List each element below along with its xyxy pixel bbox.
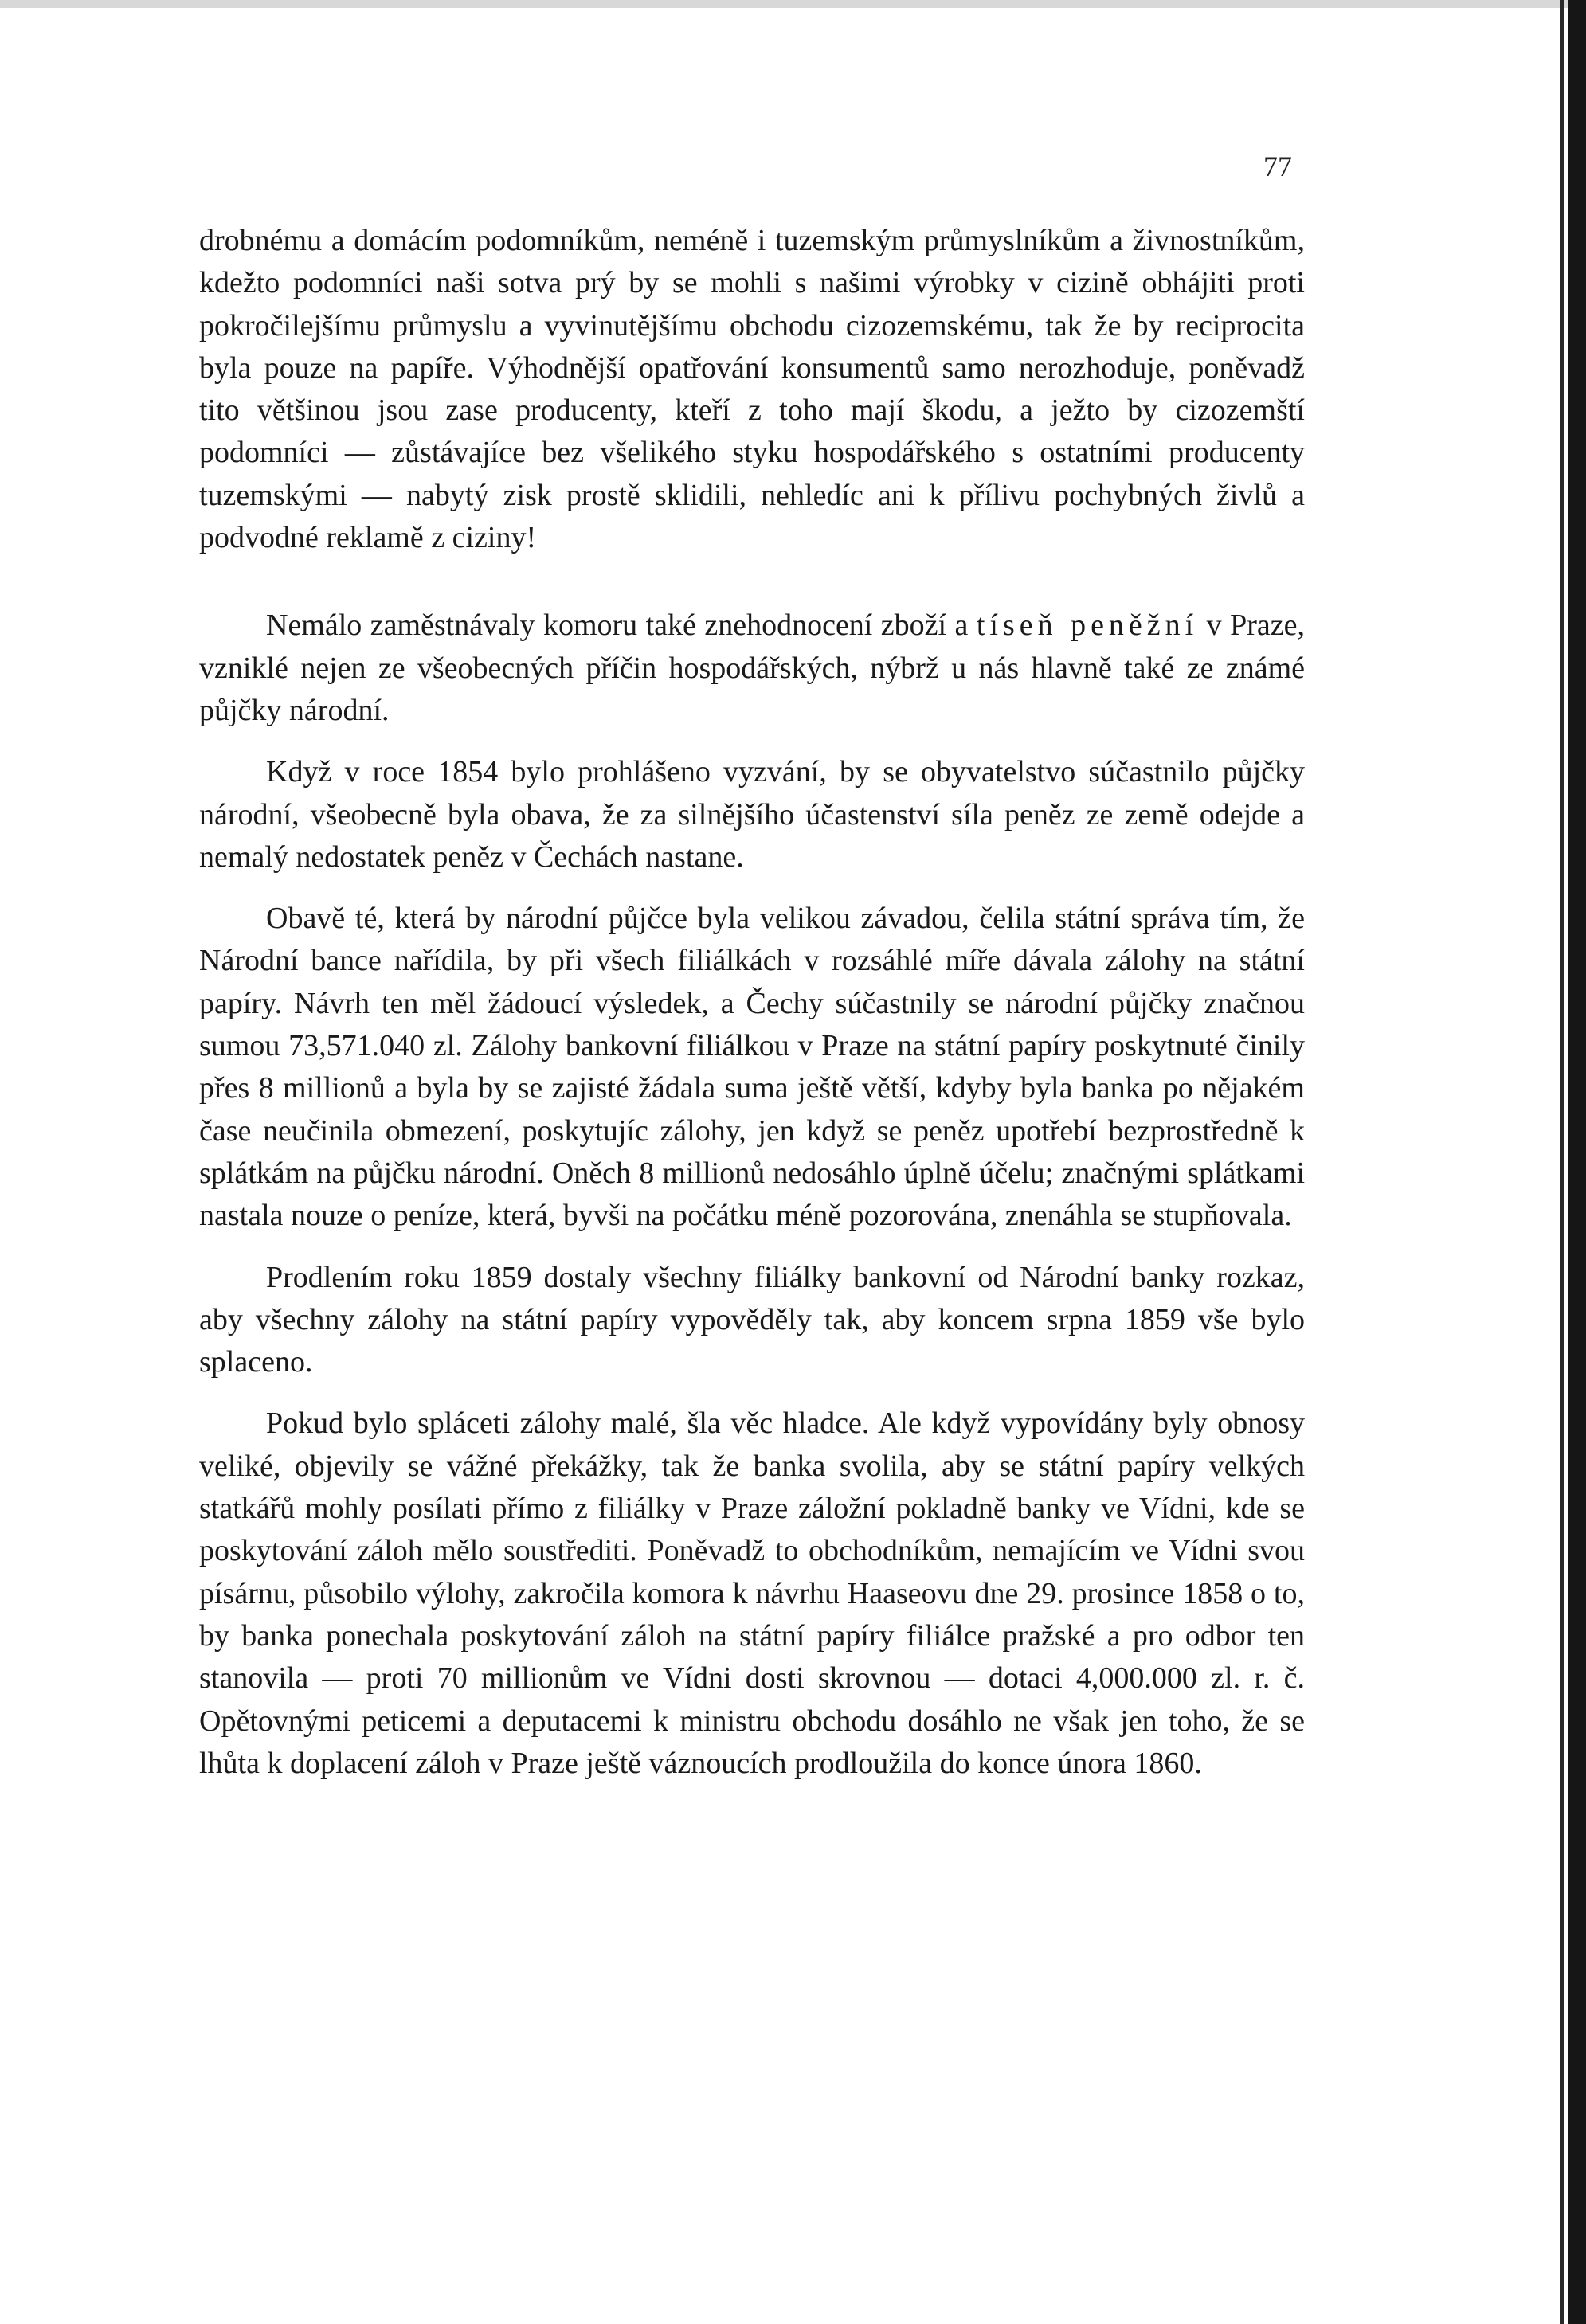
page-number: 77 [1263, 151, 1292, 182]
body-text [199, 220, 1305, 1785]
paragraph-5: Prodlením roku 1859 dostaly všechny filiálky bankovní od Národní banky rozkaz, aby všechny zálohy na státní papíry vypověděly tak, aby koncem srpna 1859 vše bylo splaceno. [199, 1260, 1305, 1379]
page-right-edge [1560, 0, 1564, 2324]
paragraph-3: Když v roce 1854 bylo prohlášeno vyzvání, by se obyvatelstvo súčastnilo půjčky národní, všeobecně byla obava, že za silnějšího účastenství síla peněz ze země odejde a nemalý nedostatek peněz v Čechách nastane. [199, 755, 1305, 874]
paragraph-4: Obavě té, která by národní půjčce byla velikou závadou, čelila státní správa tím, že Národní bance nařídila, by při všech filiálkách v rozsáhlé míře dávala zálohy na státní papíry. Návrh ten měl žádoucí výsledek, a Čechy súčastnily se národní půjčky značnou sumou 73,571.040 zl. Zálohy bankovní filiálkou v Praze na státní papíry poskytnuté činily přes 8 millionů a byla by se zajisté žádala suma ještě větší, kdyby byla banka po nějakém čase neučinila obmezení, poskytujíc zálohy, jen když se peněz upotřebí bezprostředně k splátkám na půjčku národní. Oněch 8 millionů nedosáhlo úplně účelu; značnými splátkami nastala nouze o peníze, která, byvši na počátku méně pozorována, znenáhla se stupňovala. [199, 902, 1305, 1233]
paragraph-2-end: v Praze, vzniklé nejen ze všeobecných příčin hospodářských, nýbrž u nás hlavně také ze známé půjčky národní. [199, 608, 1306, 727]
paragraph-2 [199, 604, 1305, 732]
paragraph-1: drobnému a domácím podomníkům, neméně i tuzemským průmyslníkům a živnostníkům, kdežto podomníci naši sotva prý by se mohli s našimi výrobky v cizině obhájiti proti pokročilejšímu průmyslu a vyvinutějšímu obchodu cizozemskému, tak že by reciprocita byla pouze na papíře. Výhodnější opatřování konsumentů samo nerozhoduje, poněvadž tito většinou jsou zase producenty, kteří z toho mají škodu, a ježto by cizozemští podomníci — zůstávajíce bez všelikého styku hospodářského s ostatními producenty tuzemskými — nabytý zisk prostě sklidili, nehledíc ani k přílivu pochybných živlů a podvodné reklamě z ciziny! [199, 224, 1305, 555]
paragraph-2-start: Nemálo zaměstnávaly komoru také znehodnocení zboží a [266, 608, 977, 643]
emphasized-phrase: tíseň peněžní [976, 608, 1199, 643]
page-top-edge [0, 0, 1568, 8]
paragraph-6: Pokud bylo spláceti zálohy malé, šla věc hladce. Ale když vypovídány byly obnosy veliké, objevily se vážné překážky, tak že banka svolila, aby se státní papíry velkých statkářů mohly posílati přímo z filiálky v Praze záložní pokladně banky ve Vídni, kde se poskytování záloh mělo soustřediti. Poněvadž to obchodníkům, nemajícím ve Vídni svou písárnu, působilo výlohy, zakročila komora k návrhu Haaseovu dne 29. prosince 1858 o to, by banka ponechala poskytování záloh na státní papíry filiálce pražské a pro odbor ten stanovila — proti 70 millionům ve Vídni dosti skrovnou — dotaci 4,000.000 zl. r. č. Opětovnými peticemi a deputacemi k ministru obchodu dosáhlo ne však jen toho, že se lhůta k doplacení záloh v Praze ještě váznoucích prodloužila do konce února 1860. [199, 1407, 1305, 1780]
